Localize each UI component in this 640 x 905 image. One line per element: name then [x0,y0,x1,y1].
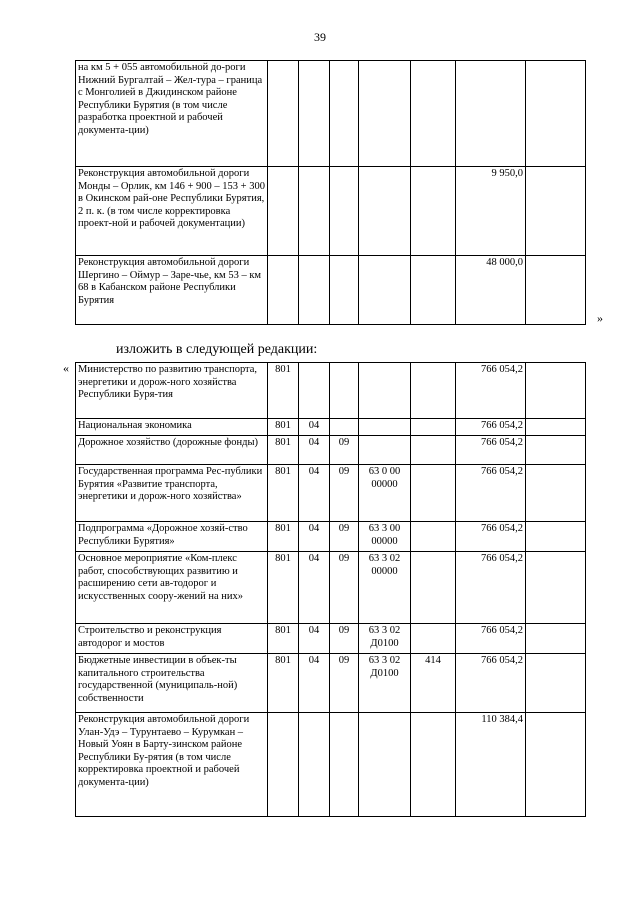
cell-vr [411,256,456,325]
cell-vr [411,713,456,817]
cell-name: Национальная экономика [76,419,268,436]
cell-name: Реконструкция автомобильной дороги Улан-Удэ – Турунтаево – Курумкан – Новый Уоян в Барту-зинском районе Республики Бу-рятия (в том числе корректировка проектной и рабочей документа-ции) [76,713,268,817]
cell-pr: 09 [330,522,359,552]
cell-gr: 801 [268,522,299,552]
cell-csr [359,419,411,436]
cell-csr: 63 3 02 00000 [359,552,411,624]
cell-extra [526,436,586,465]
cell-pr [330,713,359,817]
cell-name: Реконструкция автомобильной дороги Шергино – Оймур – Заре-чье, км 53 – км 68 в Кабанском районе Республики Бурятия [76,256,268,325]
cell-extra [526,522,586,552]
cell-csr: 63 3 02 Д0100 [359,654,411,713]
cell-gr: 801 [268,436,299,465]
cell-gr: 801 [268,419,299,436]
cell-sum [456,61,526,167]
cell-extra [526,61,586,167]
cell-name: Бюджетные инвестиции в объек-ты капитального строительства государственной (муниципаль-ной) собственности [76,654,268,713]
cell-name: Реконструкция автомобильной дороги Монды – Орлик, км 146 + 900 – 153 + 300 в Окинском рай-оне Республики Бурятия, 2 п. к. (в том числе корректировка проект-ной и рабочей документации) [76,167,268,256]
cell-csr [359,61,411,167]
cell-csr [359,167,411,256]
budget-table-new [75,362,586,817]
cell-gr: 801 [268,654,299,713]
cell-sum: 766 054,2 [456,465,526,522]
cell-sum: 766 054,2 [456,552,526,624]
cell-extra [526,624,586,654]
cell-csr [359,713,411,817]
cell-rz [299,167,330,256]
budget-table-old [75,60,586,325]
table-row [76,713,586,817]
cell-sum: 766 054,2 [456,419,526,436]
cell-csr: 63 3 02 Д0100 [359,624,411,654]
cell-rz [299,256,330,325]
cell-pr: 09 [330,654,359,713]
cell-rz: 04 [299,654,330,713]
cell-extra [526,256,586,325]
cell-csr [359,256,411,325]
cell-pr [330,61,359,167]
cell-extra [526,465,586,522]
cell-gr [268,256,299,325]
cell-csr: 63 0 00 00000 [359,465,411,522]
cell-rz: 04 [299,522,330,552]
cell-extra [526,363,586,419]
cell-rz [299,61,330,167]
table-row [76,522,586,552]
cell-pr: 09 [330,552,359,624]
cell-extra [526,552,586,624]
table-row [76,624,586,654]
cell-sum: 766 054,2 [456,654,526,713]
cell-vr [411,522,456,552]
cell-pr [330,167,359,256]
table-row [76,363,586,419]
cell-rz: 04 [299,552,330,624]
cell-rz: 04 [299,465,330,522]
cell-vr [411,363,456,419]
cell-pr: 09 [330,465,359,522]
cell-sum: 110 384,4 [456,713,526,817]
cell-pr [330,419,359,436]
cell-name: Министерство по развитию транспорта, энергетики и дорож-ного хозяйства Республики Буря-тия [76,363,268,419]
cell-csr: 63 3 00 00000 [359,522,411,552]
cell-vr [411,465,456,522]
table-row [76,654,586,713]
cell-pr [330,256,359,325]
page-number: 39 [314,30,326,44]
closing-quote: » [597,311,603,325]
table-row [76,419,586,436]
cell-name: Основное мероприятие «Ком-плекс работ, способствующих развитию и расширению сети ав-тодорог и искусственных соору-жений на них» [76,552,268,624]
table-row [76,61,586,167]
cell-rz: 04 [299,436,330,465]
opening-quote: « [63,361,69,375]
cell-gr: 801 [268,363,299,419]
cell-vr [411,167,456,256]
cell-gr: 801 [268,465,299,522]
cell-vr [411,624,456,654]
cell-csr [359,363,411,419]
cell-pr: 09 [330,436,359,465]
table-row [76,552,586,624]
cell-rz [299,363,330,419]
cell-extra [526,167,586,256]
replace-instruction: изложить в следующей редакции: [116,342,318,357]
table-row [76,256,586,325]
cell-pr: 09 [330,624,359,654]
cell-sum: 48 000,0 [456,256,526,325]
cell-rz: 04 [299,624,330,654]
cell-vr: 414 [411,654,456,713]
cell-gr: 801 [268,552,299,624]
table-row [76,167,586,256]
table-row [76,465,586,522]
cell-gr [268,713,299,817]
cell-gr [268,61,299,167]
cell-vr [411,436,456,465]
cell-sum: 766 054,2 [456,363,526,419]
cell-name: Подпрограмма «Дорожное хозяй-ство Республики Бурятия» [76,522,268,552]
cell-csr [359,436,411,465]
cell-sum: 9 950,0 [456,167,526,256]
cell-rz: 04 [299,419,330,436]
cell-extra [526,654,586,713]
cell-sum: 766 054,2 [456,436,526,465]
cell-extra [526,419,586,436]
cell-vr [411,419,456,436]
cell-vr [411,552,456,624]
cell-sum: 766 054,2 [456,624,526,654]
cell-extra [526,713,586,817]
cell-rz [299,713,330,817]
cell-gr: 801 [268,624,299,654]
cell-name: Дорожное хозяйство (дорожные фонды) [76,436,268,465]
cell-name: на км 5 + 055 автомобильной до-роги Нижний Бургалтай – Жел-тура – граница с Монголией в Джидинском районе Республики Бурятия (в том числе разработка проектной и рабочей документа-ции) [76,61,268,167]
cell-pr [330,363,359,419]
cell-name: Государственная программа Рес-публики Бурятия «Развитие транспорта, энергетики и дорож-ного хозяйства» [76,465,268,522]
cell-name: Строительство и реконструкция автодорог и мостов [76,624,268,654]
table-row [76,436,586,465]
cell-gr [268,167,299,256]
cell-sum: 766 054,2 [456,522,526,552]
cell-vr [411,61,456,167]
